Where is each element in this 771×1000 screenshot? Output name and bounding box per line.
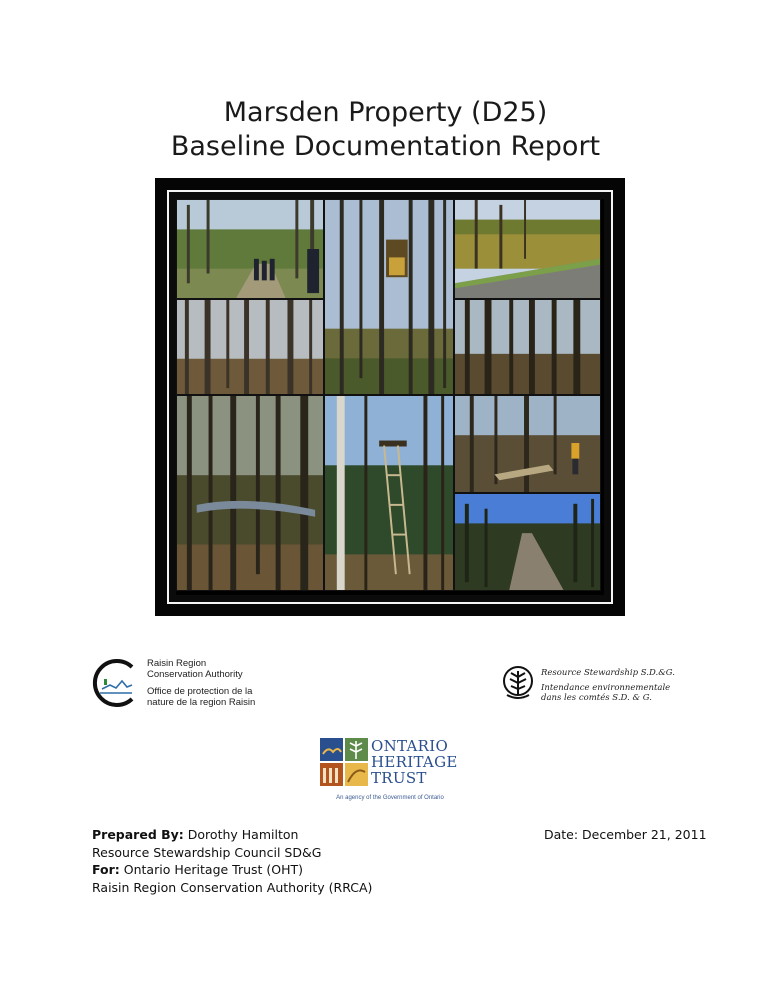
prepared-by-org: Resource Stewardship Council SD&G: [92, 844, 322, 860]
rs-fr-line1: Intendance environnementale: [541, 682, 671, 693]
rrca-fr-line1: Office de protection de la: [147, 686, 253, 697]
prepared-for-value: Ontario Heritage Trust (OHT): [119, 862, 304, 877]
prepared-by-block: [92, 826, 372, 896]
forest-road-photo: [454, 493, 601, 591]
oht-line2: HERITAGE: [371, 753, 458, 771]
bare-forest-photo: [176, 299, 324, 395]
oht-line3: TRUST: [371, 769, 427, 787]
rrca-en-line1: Raisin Region: [147, 658, 207, 669]
rs-name-line: Resource Stewardship S.D.&G.: [541, 668, 675, 678]
prepared-by-value: Dorothy Hamilton: [183, 827, 299, 842]
tall-trunks-photo: [454, 299, 601, 395]
report-date: Date: December 21, 2011: [544, 827, 707, 842]
birch-tree-stand-photo: [324, 395, 454, 591]
boardwalk-hiker-photo: [454, 395, 601, 493]
creek-woods-photo: [176, 395, 324, 591]
oht-line1: ONTARIO: [371, 737, 449, 755]
trail-walkers-photo: [176, 199, 324, 299]
photo-collage-frame: [155, 178, 625, 616]
deer-stand-sign-photo: [324, 199, 454, 395]
oht-tagline: An agency of the Government of Ontario: [336, 795, 444, 801]
oht-wordmark: [371, 738, 458, 786]
photo-collage: [176, 199, 604, 595]
rs-fr-line2: dans les comtés S.D. & G.: [541, 693, 652, 703]
title-line-2: Baseline Documentation Report: [170, 131, 601, 162]
rrca-en-line2: Conservation Authority: [147, 668, 243, 680]
prepared-by-line: [92, 826, 372, 844]
prepared-for-line: [92, 861, 372, 879]
prepared-for-label: For:: [92, 862, 120, 877]
document-title: [0, 96, 771, 164]
rrca-logo: [92, 657, 140, 709]
rrca-name: [147, 659, 255, 708]
ontario-heritage-trust-logo: [320, 738, 368, 786]
resource-stewardship-name: [541, 668, 675, 704]
prepared-by-label: Prepared By:: [92, 827, 184, 842]
photo-collage-border: [167, 190, 613, 604]
title-line-1: Marsden Property (D25): [223, 97, 548, 128]
rrca-fr-line2: nature de la region Raisin: [147, 696, 256, 708]
road-field-edge-photo: [454, 199, 601, 299]
prepared-for-org2: Raisin Region Conservation Authority (RRCA): [92, 879, 373, 895]
resource-stewardship-logo: [501, 665, 535, 701]
